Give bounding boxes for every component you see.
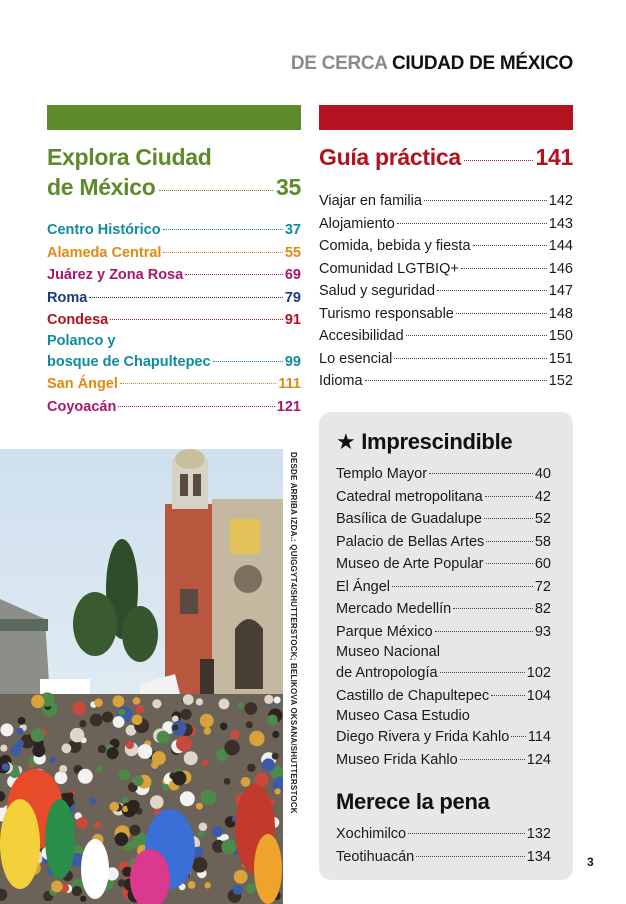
toc-entry-label: Comunidad LGTBIQ+ xyxy=(319,260,459,277)
crowd-figure xyxy=(247,764,255,772)
toc-entry-page: 150 xyxy=(548,328,573,344)
crowd-figure xyxy=(110,802,120,812)
explora-page: 35 xyxy=(276,174,301,200)
toc-entry xyxy=(336,463,551,486)
dot-leader xyxy=(429,473,533,474)
crowd-figure xyxy=(275,788,281,794)
crowd-figure xyxy=(126,741,134,749)
dot-leader xyxy=(397,223,547,224)
crowd-figure xyxy=(264,695,273,704)
toc-entry-label: de Antropología xyxy=(336,665,438,681)
photo-credit-text: DESDE ARRIBA IZDA.: QUIGGYT4/SHUTTERSTOCK; BELIKOVA OKSANA/SHUTTERSTOCK xyxy=(289,452,298,814)
toc-entry-page: 132 xyxy=(526,826,551,842)
crowd-figure xyxy=(219,699,230,710)
crowd-figure xyxy=(183,694,194,705)
toc-entry xyxy=(336,621,551,644)
toc-entry-page: 146 xyxy=(548,260,573,277)
toc-entry-page: 134 xyxy=(526,848,551,865)
explora-line2: de México xyxy=(47,174,156,200)
guia-page: 141 xyxy=(535,144,573,170)
toc-entry xyxy=(336,846,551,869)
toc-entry-page: 143 xyxy=(548,215,573,232)
toc-entry-label: Comida, bebida y fiesta xyxy=(319,238,471,254)
crowd-figure xyxy=(118,709,125,716)
toc-entry-page: 82 xyxy=(534,601,551,617)
crowd-figure xyxy=(90,714,103,727)
crowd-figure xyxy=(212,826,223,837)
dot-leader xyxy=(461,268,547,269)
crowd-figure xyxy=(94,822,101,829)
crowd-figure xyxy=(205,882,211,888)
crowd-figure xyxy=(18,717,26,725)
guia-title: Guía práctica xyxy=(319,144,461,170)
toc-entry-label: Museo Nacional xyxy=(336,644,440,660)
crowd-figure xyxy=(72,702,86,716)
dot-leader xyxy=(435,631,533,632)
crowd-figure xyxy=(272,753,279,760)
dot-leader xyxy=(464,160,533,161)
toc-entry xyxy=(319,325,573,348)
toc-entry-label: El Ángel xyxy=(336,578,391,595)
header-title: CIUDAD DE MÉXICO xyxy=(392,53,573,74)
dot-leader xyxy=(118,406,274,407)
crowd-figure xyxy=(274,697,281,704)
crowd-figure xyxy=(89,798,96,805)
green-section-bar xyxy=(47,105,301,130)
toc-entry-label: Teotihuacán xyxy=(336,848,415,865)
toc-entry xyxy=(336,576,551,599)
toc-entry-page: 121 xyxy=(276,398,301,415)
imprescindible-heading xyxy=(336,429,512,455)
toc-entry xyxy=(47,242,301,265)
crowd-figure xyxy=(272,731,279,738)
dot-leader xyxy=(484,518,533,519)
crowd-figure xyxy=(79,720,86,727)
crowd-figure xyxy=(200,714,214,728)
dot-leader xyxy=(163,229,283,230)
dot-leader xyxy=(485,496,533,497)
crowd-figure xyxy=(16,740,24,748)
crowd-figure xyxy=(102,712,113,723)
toc-entry-label: bosque de Chapultepec xyxy=(47,353,211,370)
dot-leader xyxy=(437,290,547,291)
crowd-figure xyxy=(76,817,87,828)
toc-entry-page: 152 xyxy=(548,373,573,389)
crowd-figure xyxy=(201,790,217,806)
crowd-figure xyxy=(199,823,208,832)
toc-entry-label: Diego Rivera y Frida Kahlo xyxy=(336,729,510,745)
toc-entry-page: 55 xyxy=(284,244,301,261)
crowd-figure xyxy=(50,757,56,763)
toc-entry xyxy=(319,213,573,236)
toc-entry-page: 102 xyxy=(526,665,551,681)
crowd-figure xyxy=(32,744,45,757)
dot-leader xyxy=(416,856,525,857)
dot-leader xyxy=(486,541,533,542)
crowd-figure xyxy=(249,731,264,746)
toc-entry-label: Palacio de Bellas Artes xyxy=(336,533,485,550)
crowd-figure xyxy=(135,705,144,714)
toc-entry xyxy=(319,370,573,393)
dot-leader xyxy=(453,608,533,609)
toc-entry-page: 111 xyxy=(278,376,301,392)
toc-entry xyxy=(336,707,551,749)
crowd-figure xyxy=(113,695,125,707)
toc-entry xyxy=(47,264,301,287)
crowd-figure xyxy=(172,724,178,730)
crowd-figure xyxy=(31,695,44,708)
crowd-figure xyxy=(59,765,67,773)
toc-entry xyxy=(47,396,301,419)
toc-entry-label: San Ángel xyxy=(47,376,118,392)
toc-entry xyxy=(47,332,301,374)
toc-entry-label: Viajar en familia xyxy=(319,193,422,209)
toc-entry xyxy=(336,553,551,576)
toc-entry-page: 104 xyxy=(526,687,551,704)
crowd-figure xyxy=(130,840,139,849)
explora-line1: Explora Ciudad xyxy=(47,144,212,170)
toc-entry-label: Museo Frida Kahlo xyxy=(336,751,458,768)
crowd-figure xyxy=(180,791,195,806)
toc-entry-label: Salud y seguridad xyxy=(319,283,436,299)
toc-entry-page: 42 xyxy=(534,488,551,505)
toc-entry-label: Templo Mayor xyxy=(336,466,428,482)
toc-entry-label: Museo Casa Estudio xyxy=(336,708,470,724)
toc-entry xyxy=(319,258,573,281)
red-section-bar xyxy=(319,105,573,130)
star-icon: ★ xyxy=(336,429,356,454)
toc-entry-page: 148 xyxy=(548,305,573,322)
merece-heading xyxy=(336,789,490,815)
page-number: 3 xyxy=(587,855,594,869)
toc-entry xyxy=(319,235,573,258)
crowd-figure xyxy=(262,758,275,771)
guia-heading xyxy=(319,142,573,172)
crowd-figure xyxy=(127,800,140,813)
dot-leader xyxy=(424,200,547,201)
dot-leader xyxy=(365,380,547,381)
explora-heading xyxy=(47,142,301,202)
toc-entry-page: 37 xyxy=(284,222,301,238)
crowd-figure xyxy=(176,736,192,752)
toc-entry-page: 40 xyxy=(534,466,551,482)
dot-leader xyxy=(406,335,547,336)
crowd-figure xyxy=(233,885,243,895)
toc-entry xyxy=(47,219,301,242)
toc-entry-label: Alojamiento xyxy=(319,215,395,232)
toc-entry-label: Catedral metropolitana xyxy=(336,488,483,505)
crowd-figure xyxy=(132,715,143,726)
dot-leader xyxy=(120,383,277,384)
crowd-figure xyxy=(246,721,253,728)
crowd-figure xyxy=(138,744,153,759)
running-header xyxy=(291,53,573,75)
crowd-figure xyxy=(0,723,13,736)
toc-entry-page: 52 xyxy=(534,511,551,527)
crowd-figure xyxy=(17,728,24,735)
crowd-figure xyxy=(204,727,211,734)
toc-entry-page: 60 xyxy=(534,556,551,572)
dot-leader xyxy=(110,319,283,320)
toc-entry xyxy=(47,309,301,332)
crowd-figure xyxy=(198,831,205,838)
toc-entry-label: Accesibilidad xyxy=(319,328,404,344)
crowd-figure xyxy=(133,776,144,787)
crowd-figure xyxy=(152,751,166,765)
toc-entry-label: Turismo responsable xyxy=(319,305,454,322)
dot-leader xyxy=(486,563,533,564)
dot-leader xyxy=(491,695,525,696)
toc-entry-page: 79 xyxy=(284,289,301,306)
toc-entry-label: Museo de Arte Popular xyxy=(336,556,484,572)
toc-entry-label: Parque México xyxy=(336,623,433,640)
crowd-figure xyxy=(115,832,129,846)
crowd-figure xyxy=(181,709,192,720)
toc-entry xyxy=(319,348,573,371)
dot-leader xyxy=(511,736,526,737)
toc-entry xyxy=(336,598,551,621)
crowd-figure xyxy=(157,731,170,744)
toc-entry xyxy=(319,303,573,326)
crowd-figure xyxy=(2,763,9,770)
crowd-figure xyxy=(113,716,125,728)
toc-entry-page: 151 xyxy=(548,350,573,367)
toc-entry xyxy=(319,280,573,303)
toc-entry-page: 142 xyxy=(548,193,573,209)
toc-entry xyxy=(336,486,551,509)
crowd-figure xyxy=(162,784,169,791)
dot-leader xyxy=(394,358,546,359)
dot-leader xyxy=(163,252,282,253)
toc-entry-label: Idioma xyxy=(319,373,363,389)
dot-leader xyxy=(159,190,274,191)
toc-entry-page: 72 xyxy=(534,578,551,595)
crowd-figure xyxy=(237,702,243,708)
merece-list xyxy=(336,823,551,868)
basilica-photo xyxy=(0,449,283,904)
dot-leader xyxy=(456,313,547,314)
toc-entry xyxy=(47,373,301,396)
toc-entry-label: Coyoacán xyxy=(47,398,117,415)
crowd-figure xyxy=(129,825,140,836)
imprescindible-title: Imprescindible xyxy=(361,429,513,454)
neighborhood-list xyxy=(47,219,301,418)
crowd-figure xyxy=(188,881,196,889)
dot-leader xyxy=(392,586,533,587)
crowd-figure xyxy=(184,751,198,765)
basilica-illustration xyxy=(0,449,283,904)
toc-entry xyxy=(336,749,551,772)
crowd-figure xyxy=(78,769,93,784)
crowd-figure xyxy=(224,740,239,755)
crowd-figure xyxy=(152,699,161,708)
dot-leader xyxy=(185,274,283,275)
crowd-figure xyxy=(196,803,203,810)
header-prefix: DE CERCA xyxy=(290,53,388,74)
toc-entry-label: Roma xyxy=(47,289,88,306)
crowd-figure xyxy=(241,777,251,787)
crowd-figure xyxy=(70,728,84,742)
dot-leader xyxy=(460,759,525,760)
toc-entry xyxy=(319,190,573,213)
guia-list xyxy=(319,190,573,393)
dot-leader xyxy=(213,361,283,362)
crowd-figure xyxy=(0,745,7,752)
toc-entry-label: Basílica de Guadalupe xyxy=(336,511,482,527)
highlights-box xyxy=(319,412,573,880)
crowd-figure xyxy=(72,886,82,896)
crowd-figure xyxy=(55,771,68,784)
crowd-figure xyxy=(96,766,103,773)
toc-entry-page: 58 xyxy=(534,533,551,550)
crowd-figure xyxy=(196,698,203,705)
crowd-figure xyxy=(119,769,130,780)
crowd-figure xyxy=(221,839,236,854)
crowd-figure xyxy=(224,778,231,785)
toc-entry xyxy=(336,823,551,846)
crowd-figure xyxy=(31,728,45,742)
crowd-figure xyxy=(202,760,208,766)
toc-entry-page: 91 xyxy=(284,312,301,328)
toc-entry-label: Polanco y xyxy=(47,332,116,349)
dot-leader xyxy=(408,833,525,834)
dot-leader xyxy=(473,245,547,246)
crowd-figure xyxy=(98,745,106,753)
toc-entry xyxy=(336,531,551,554)
toc-entry-page: 93 xyxy=(534,623,551,640)
toc-entry-label: Mercado Medellín xyxy=(336,601,452,617)
crowd-figure xyxy=(230,730,239,739)
dot-leader xyxy=(440,672,525,673)
toc-entry xyxy=(47,287,301,310)
toc-entry-label: Juárez y Zona Rosa xyxy=(47,267,184,283)
crowd-figure xyxy=(107,747,119,759)
toc-entry-label: Castillo de Chapultepec xyxy=(336,687,490,704)
imprescindible-list xyxy=(336,463,551,771)
crowd-figure xyxy=(234,870,248,884)
crowd-figure xyxy=(51,881,63,893)
crowd-figure xyxy=(267,715,278,726)
crowd-figure xyxy=(245,702,258,715)
toc-entry xyxy=(336,643,551,685)
toc-entry-page: 114 xyxy=(527,729,551,745)
crowd-figure xyxy=(80,896,86,902)
toc-entry-label: Lo esencial xyxy=(319,350,393,367)
toc-entry-label: Centro Histórico xyxy=(47,222,161,238)
crowd-figure xyxy=(246,884,256,894)
toc-entry xyxy=(336,508,551,531)
crowd-figure xyxy=(94,698,103,707)
toc-entry-label: Alameda Central xyxy=(47,244,162,261)
crowd-figure xyxy=(133,697,141,705)
crowd-figure xyxy=(62,743,72,753)
toc-entry-page: 99 xyxy=(284,353,301,370)
toc-entry-label: Xochimilco xyxy=(336,826,407,842)
toc-entry-page: 124 xyxy=(526,751,551,768)
toc-entry-page: 69 xyxy=(284,267,301,283)
toc-entry xyxy=(336,685,551,708)
crowd-figure xyxy=(220,723,228,731)
dot-leader xyxy=(89,297,283,298)
toc-entry-page: 147 xyxy=(548,283,573,299)
photo-credit xyxy=(287,452,299,814)
crowd-figure xyxy=(172,771,186,785)
toc-entry-label: Condesa xyxy=(47,312,109,328)
crowd-figure xyxy=(150,795,164,809)
toc-entry-page: 144 xyxy=(548,238,573,254)
merece-title: Merece la pena xyxy=(336,789,490,814)
